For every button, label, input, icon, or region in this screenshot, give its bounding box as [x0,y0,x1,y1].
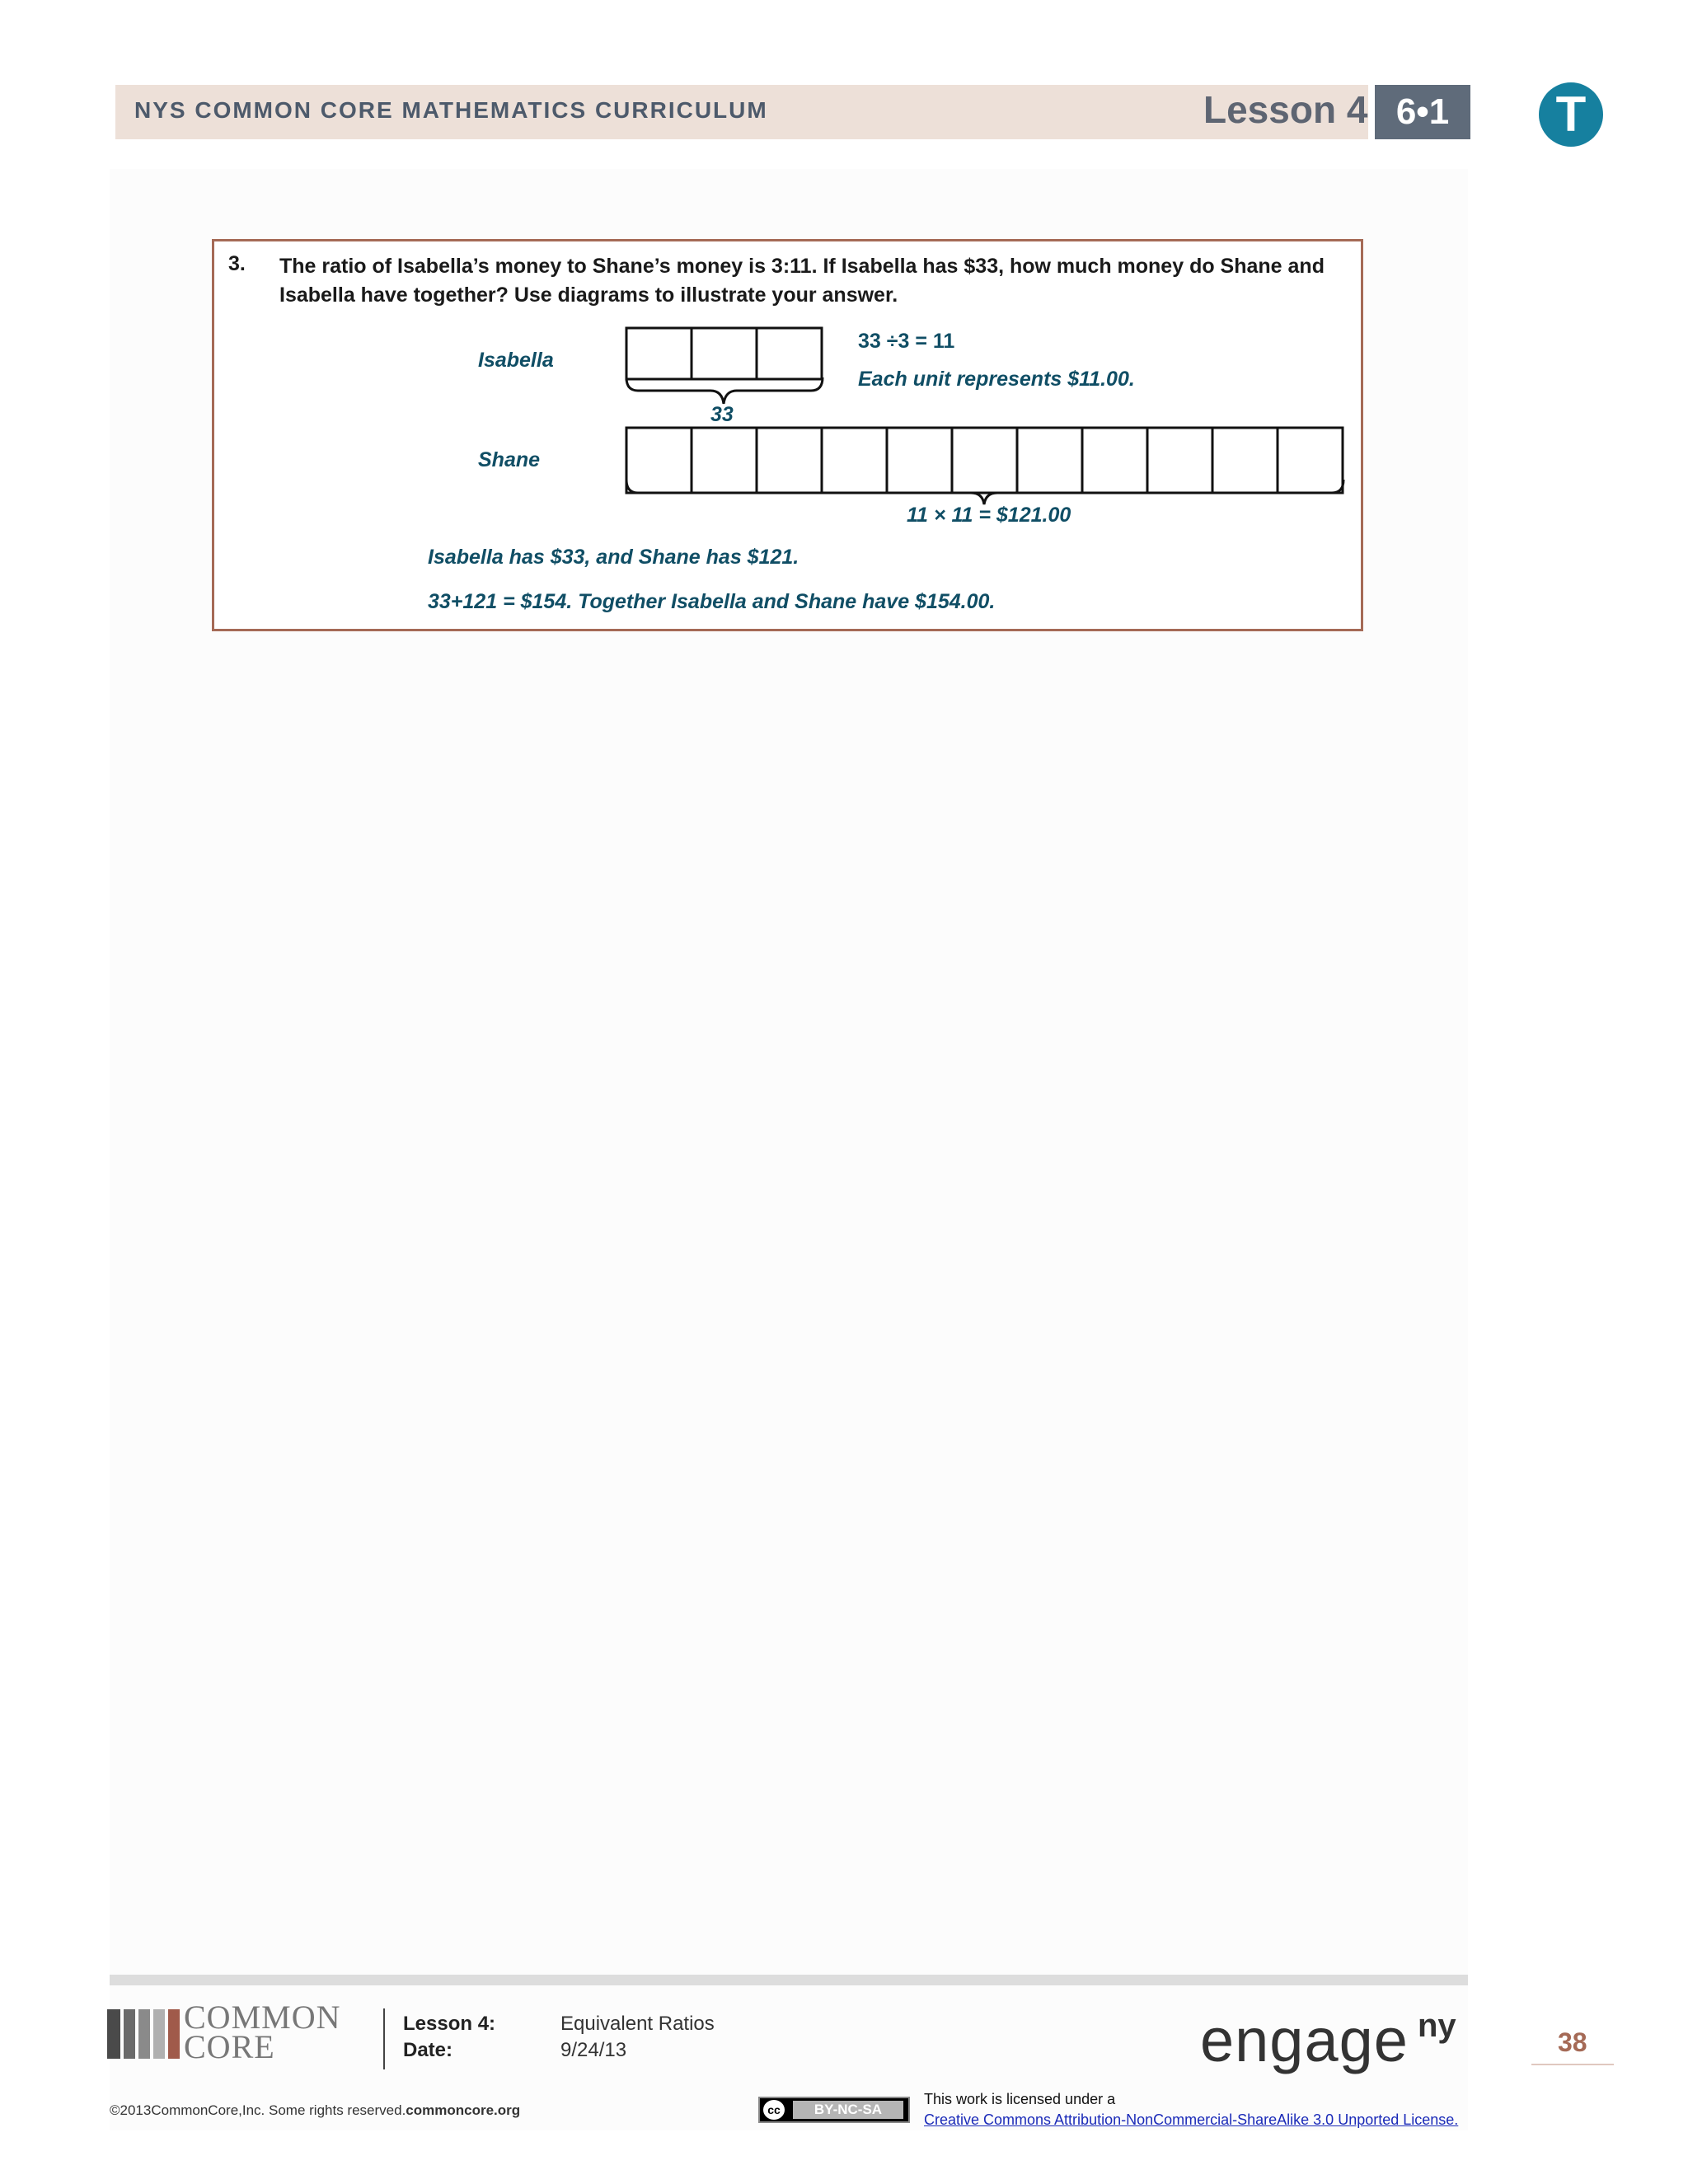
engageny-logo: engage [1200,2006,1409,2074]
answer-line-2: 33+121 = $154. Together Isabella and Shane have $154.00. [428,590,996,613]
copyright-notice: ©2013CommonCore,Inc. Some rights reserved.commoncore.org [110,2102,521,2118]
footer-divider [383,2008,385,2069]
shane-tape [626,428,1343,493]
shane-unit-2 [692,428,757,493]
engageny-superscript: ny [1418,2008,1456,2044]
shane-unit-1 [626,428,692,493]
isabella-unit-1 [626,328,692,379]
teacher-badge-icon: T [1539,82,1603,147]
answer-line-1: Isabella has $33, and Shane has $121. [428,546,799,569]
curriculum-title: NYS COMMON CORE MATHEMATICS CURRICULUM [134,97,768,123]
shane-unit-4 [822,428,887,493]
shane-unit-9 [1147,428,1212,493]
license-intro: This work is licensed under a [924,2091,1116,2107]
page-number: 38 [1558,2027,1587,2057]
isabella-total-label: 33 [710,403,734,426]
lesson-footer-label: Lesson 4: [403,2013,496,2035]
date-label: Date: [403,2039,453,2061]
date-value: 9/24/13 [560,2039,627,2061]
shane-unit-3 [757,428,822,493]
isabella-unit-2 [692,328,757,379]
shane-unit-5 [887,428,952,493]
isabella-brace [626,377,823,404]
cc-license-badge-icon: cc BY-NC-SA [758,2097,910,2123]
module-badge: 6•1 [1375,85,1470,139]
division-calculation: 33 ÷3 = 11 [858,330,955,353]
shane-unit-8 [1082,428,1147,493]
lesson-footer-value: Equivalent Ratios [560,2013,715,2035]
shane-calculation: 11 × 11 = $121.00 [907,504,1071,527]
isabella-label: Isabella [478,349,554,372]
shane-unit-11 [1278,428,1343,493]
common-core-wordmark: COMMON CORE [184,1999,341,2065]
license-link[interactable]: Creative Commons Attribution-NonCommercial-ShareAlike 3.0 Unported License. [924,2111,1459,2128]
problem-number: 3. [228,252,246,275]
shane-unit-6 [952,428,1017,493]
lesson-label: Lesson 4 [1203,88,1368,131]
isabella-tape [626,328,822,379]
shane-unit-10 [1212,428,1278,493]
unit-value-statement: Each unit represents $11.00. [858,368,1135,391]
problem-text: The ratio of Isabella’s money to Shane’s money is 3:11. If Isabella has $33, how much money do Shane and Isabella have together? Use diagrams to illustrate your answer. [279,255,1325,307]
page-number-rule [1531,2064,1614,2065]
footer-rule [110,1975,1468,1985]
shane-unit-7 [1017,428,1082,493]
shane-label: Shane [478,448,541,471]
isabella-unit-3 [757,328,822,379]
